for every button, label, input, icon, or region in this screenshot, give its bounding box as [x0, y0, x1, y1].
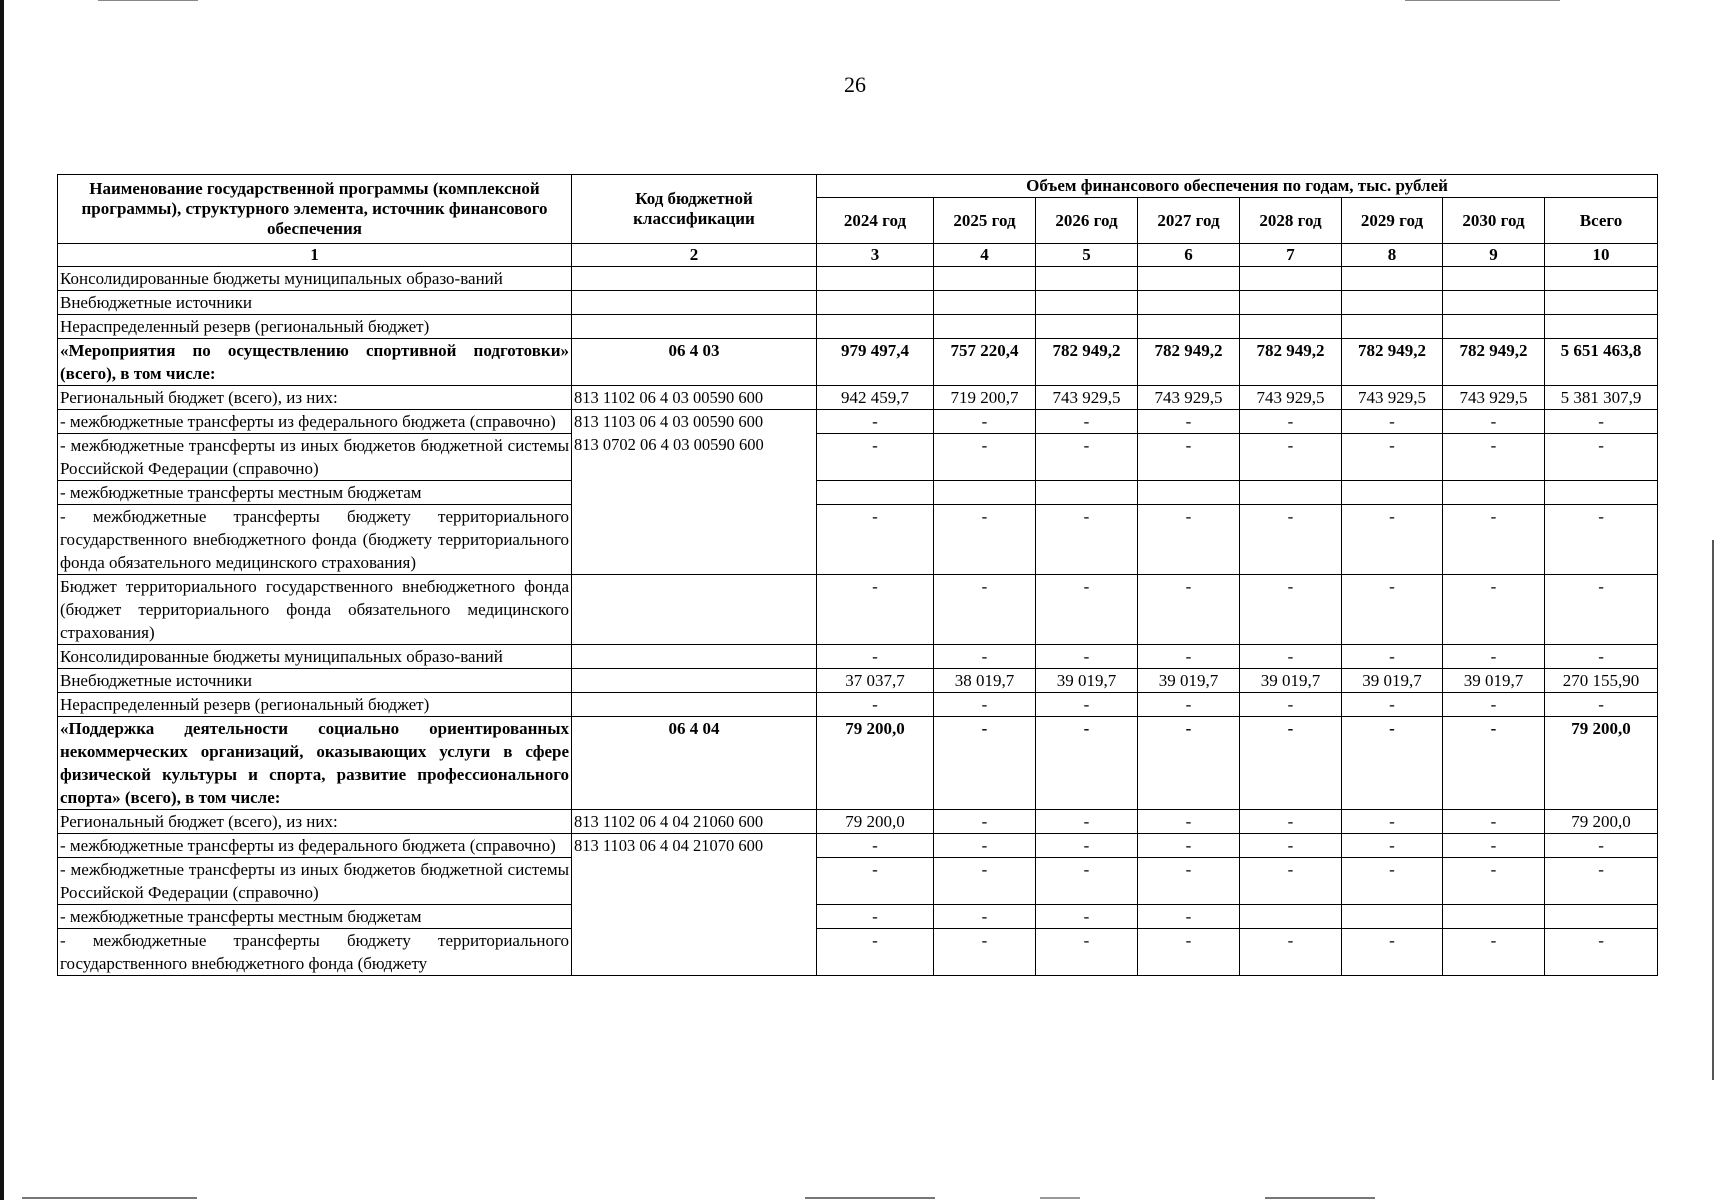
table-row: [58, 669, 1658, 693]
row-value: [934, 481, 1036, 505]
row-value: [1342, 291, 1443, 315]
row-value: 5 381 307,9: [1545, 386, 1658, 410]
row-value: -: [1342, 717, 1443, 810]
column-number: 9: [1443, 244, 1545, 267]
table-row: [58, 339, 1658, 386]
row-value: [934, 291, 1036, 315]
row-code: 813 1103 06 4 03 00590 600: [574, 412, 764, 431]
header-year: 2026 год: [1036, 198, 1138, 244]
row-value: -: [934, 645, 1036, 669]
row-value: -: [817, 858, 934, 905]
row-value: -: [1036, 505, 1138, 575]
row-value: -: [817, 505, 934, 575]
row-value: -: [1545, 410, 1658, 434]
table-row: [58, 481, 1658, 505]
header-year: 2028 год: [1240, 198, 1342, 244]
row-value: -: [1443, 858, 1545, 905]
row-name: - межбюджетные трансферты из иных бюджетов бюджетной системы Российской Федерации (справочно): [58, 434, 572, 481]
budget-table: [57, 174, 1658, 976]
row-value: -: [1138, 505, 1240, 575]
row-value: -: [1138, 645, 1240, 669]
row-value: [1240, 905, 1342, 929]
row-code-group: [572, 410, 817, 575]
row-value: -: [1138, 410, 1240, 434]
row-value: -: [817, 575, 934, 645]
row-value: -: [1443, 834, 1545, 858]
row-value: [1138, 481, 1240, 505]
column-number: 6: [1138, 244, 1240, 267]
row-name: - межбюджетные трансферты бюджету территориального государственного внебюджетного фонда (бюджету: [58, 929, 572, 976]
row-value: [1443, 481, 1545, 505]
row-value: 79 200,0: [1545, 810, 1658, 834]
row-value: [1036, 291, 1138, 315]
row-code: 813 0702 06 4 03 00590 600: [574, 435, 764, 454]
row-name: Региональный бюджет (всего), из них:: [58, 386, 572, 410]
row-value: -: [1240, 717, 1342, 810]
row-value: 743 929,5: [1036, 386, 1138, 410]
table-row: [58, 717, 1658, 810]
row-code: [572, 315, 817, 339]
row-value: [817, 315, 934, 339]
row-name: Внебюджетные источники: [58, 291, 572, 315]
row-value: [1240, 291, 1342, 315]
row-value: [1545, 905, 1658, 929]
row-value: -: [817, 905, 934, 929]
row-value: [1138, 315, 1240, 339]
row-value: -: [1545, 929, 1658, 976]
table-row: [58, 315, 1658, 339]
row-value: -: [1138, 929, 1240, 976]
row-value: -: [934, 575, 1036, 645]
column-number: 3: [817, 244, 934, 267]
row-value: -: [1342, 810, 1443, 834]
table-row: [58, 505, 1658, 575]
table-row: [58, 645, 1658, 669]
row-name: - межбюджетные трансферты из федерального бюджета (справочно): [58, 410, 572, 434]
row-value: [1342, 905, 1443, 929]
row-value: -: [934, 693, 1036, 717]
row-value: 79 200,0: [1545, 717, 1658, 810]
column-number: 8: [1342, 244, 1443, 267]
row-value: -: [1240, 505, 1342, 575]
row-value: 757 220,4: [934, 339, 1036, 386]
row-value: [817, 267, 934, 291]
row-value: -: [1342, 834, 1443, 858]
row-value: -: [1342, 645, 1443, 669]
row-value: -: [1138, 810, 1240, 834]
row-value: 79 200,0: [817, 717, 934, 810]
row-value: -: [1443, 505, 1545, 575]
row-value: [1342, 315, 1443, 339]
row-value: 39 019,7: [1443, 669, 1545, 693]
header-year: 2025 год: [934, 198, 1036, 244]
table-row: [58, 410, 1658, 434]
table-row: [58, 810, 1658, 834]
row-value: -: [1240, 810, 1342, 834]
table-row: [58, 434, 1658, 481]
row-value: [1443, 315, 1545, 339]
row-value: 39 019,7: [1342, 669, 1443, 693]
row-value: -: [1036, 575, 1138, 645]
row-value: 719 200,7: [934, 386, 1036, 410]
row-value: -: [1545, 505, 1658, 575]
row-value: 270 155,90: [1545, 669, 1658, 693]
row-value: -: [1443, 434, 1545, 481]
column-number: 2: [572, 244, 817, 267]
row-value: -: [1545, 858, 1658, 905]
row-value: -: [1240, 929, 1342, 976]
row-code: 06 4 03: [572, 339, 817, 386]
column-number: 10: [1545, 244, 1658, 267]
row-value: 782 949,2: [1138, 339, 1240, 386]
header-year: 2030 год: [1443, 198, 1545, 244]
header-year: 2024 год: [817, 198, 934, 244]
row-value: -: [1036, 834, 1138, 858]
row-value: -: [934, 858, 1036, 905]
row-code: [572, 291, 817, 315]
row-name: - межбюджетные трансферты местным бюджетам: [58, 481, 572, 505]
row-value: -: [1036, 717, 1138, 810]
row-value: [1240, 267, 1342, 291]
row-value: 39 019,7: [1036, 669, 1138, 693]
row-value: -: [1545, 834, 1658, 858]
table-row: [58, 267, 1658, 291]
row-value: 743 929,5: [1443, 386, 1545, 410]
header-year: 2027 год: [1138, 198, 1240, 244]
row-value: 39 019,7: [1240, 669, 1342, 693]
row-value: -: [934, 434, 1036, 481]
row-code: [572, 693, 817, 717]
row-name: Внебюджетные источники: [58, 669, 572, 693]
scan-edge-left: [0, 0, 4, 1200]
row-value: -: [1036, 858, 1138, 905]
row-name: «Мероприятия по осуществлению спортивной подготовки» (всего), в том числе:: [58, 339, 572, 386]
row-value: -: [817, 693, 934, 717]
header-volume: Объем финансового обеспечения по годам, тыс. рублей: [817, 175, 1658, 198]
row-value: [1443, 291, 1545, 315]
row-name: Региональный бюджет (всего), из них:: [58, 810, 572, 834]
row-name: - межбюджетные трансферты из федерального бюджета (справочно): [58, 834, 572, 858]
row-value: 782 949,2: [1240, 339, 1342, 386]
scan-mark: [22, 1197, 197, 1199]
row-value: -: [1545, 693, 1658, 717]
row-value: [1545, 267, 1658, 291]
row-value: 942 459,7: [817, 386, 934, 410]
column-number: 7: [1240, 244, 1342, 267]
row-value: -: [1138, 575, 1240, 645]
row-value: -: [817, 434, 934, 481]
row-value: 743 929,5: [1240, 386, 1342, 410]
header-name: Наименование государственной программы (комплексной программы), структурного элемента, источник финансового обеспечения: [58, 175, 572, 244]
table-row: [58, 929, 1658, 976]
row-value: -: [1240, 645, 1342, 669]
column-number: 4: [934, 244, 1036, 267]
table-row: [58, 858, 1658, 905]
scan-mark: [805, 1197, 935, 1199]
header-total: Всего: [1545, 198, 1658, 244]
row-value: -: [1036, 810, 1138, 834]
row-value: [1138, 291, 1240, 315]
row-value: 79 200,0: [817, 810, 934, 834]
row-value: -: [1036, 410, 1138, 434]
row-value: [1138, 267, 1240, 291]
column-number: 5: [1036, 244, 1138, 267]
row-name: - межбюджетные трансферты местным бюджетам: [58, 905, 572, 929]
header-year: 2029 год: [1342, 198, 1443, 244]
row-value: -: [817, 929, 934, 976]
row-value: -: [934, 929, 1036, 976]
row-value: -: [1342, 929, 1443, 976]
row-name: - межбюджетные трансферты бюджету территориального государственного внебюджетного фонда (бюджету территориального фонда обязательного медицинского страхования): [58, 505, 572, 575]
row-value: [1036, 315, 1138, 339]
row-value: [1545, 315, 1658, 339]
row-value: -: [934, 810, 1036, 834]
table-row: [58, 291, 1658, 315]
row-value: 782 949,2: [1036, 339, 1138, 386]
row-name: Нераспределенный резерв (региональный бюджет): [58, 693, 572, 717]
row-code: [572, 669, 817, 693]
row-value: -: [1138, 717, 1240, 810]
row-value: -: [1036, 905, 1138, 929]
row-value: [1240, 481, 1342, 505]
row-value: [817, 481, 934, 505]
row-value: -: [1443, 575, 1545, 645]
row-value: -: [1342, 505, 1443, 575]
row-value: -: [1240, 693, 1342, 717]
row-value: [1545, 481, 1658, 505]
row-value: -: [1342, 434, 1443, 481]
row-value: -: [1443, 645, 1545, 669]
column-number: 1: [58, 244, 572, 267]
row-code: 06 4 04: [572, 717, 817, 810]
row-value: -: [817, 645, 934, 669]
row-value: -: [1036, 645, 1138, 669]
row-value: -: [1240, 575, 1342, 645]
row-name: Консолидированные бюджеты муниципальных образо-ваний: [58, 645, 572, 669]
row-value: -: [1138, 858, 1240, 905]
row-name: - межбюджетные трансферты из иных бюджетов бюджетной системы Российской Федерации (справочно): [58, 858, 572, 905]
header-code: Код бюджетной классификации: [572, 175, 817, 244]
row-name: Нераспределенный резерв (региональный бюджет): [58, 315, 572, 339]
row-value: [1443, 905, 1545, 929]
table-row: [58, 693, 1658, 717]
row-value: -: [1545, 575, 1658, 645]
row-value: -: [1342, 575, 1443, 645]
row-value: -: [1443, 410, 1545, 434]
row-value: -: [1240, 434, 1342, 481]
row-value: 39 019,7: [1138, 669, 1240, 693]
row-value: 782 949,2: [1342, 339, 1443, 386]
row-value: [817, 291, 934, 315]
row-value: -: [1342, 858, 1443, 905]
row-value: [1036, 267, 1138, 291]
row-value: [1443, 267, 1545, 291]
row-value: [934, 267, 1036, 291]
row-value: -: [934, 505, 1036, 575]
row-value: -: [1138, 434, 1240, 481]
scan-mark: [1040, 1197, 1080, 1199]
row-code: [572, 645, 817, 669]
row-value: -: [1342, 693, 1443, 717]
row-code: [572, 267, 817, 291]
row-code: 813 1102 06 4 04 21060 600: [572, 810, 817, 834]
row-value: -: [1443, 810, 1545, 834]
page-number: 26: [844, 72, 866, 97]
row-value: -: [1036, 929, 1138, 976]
table-row: [58, 905, 1658, 929]
row-value: 37 037,7: [817, 669, 934, 693]
scan-mark: [98, 0, 198, 1]
row-value: -: [1138, 693, 1240, 717]
row-code: 813 1102 06 4 03 00590 600: [572, 386, 817, 410]
row-value: -: [934, 717, 1036, 810]
row-value: -: [1138, 905, 1240, 929]
row-code: 813 1103 06 4 04 21070 600: [572, 834, 817, 976]
row-value: -: [1138, 834, 1240, 858]
row-value: 979 497,4: [817, 339, 934, 386]
table-row: [58, 386, 1658, 410]
row-value: -: [817, 410, 934, 434]
row-value: 743 929,5: [1342, 386, 1443, 410]
row-value: -: [1342, 410, 1443, 434]
row-value: [1036, 481, 1138, 505]
row-value: -: [1545, 645, 1658, 669]
row-value: -: [1240, 834, 1342, 858]
row-name: «Поддержка деятельности социально ориентированных некоммерческих организаций, оказывающих услуги в сфере физической культуры и спорта, развитие профессионального спорта» (всего), в том числе:: [58, 717, 572, 810]
row-value: -: [817, 834, 934, 858]
row-name: Консолидированные бюджеты муниципальных образо-ваний: [58, 267, 572, 291]
table-row: [58, 575, 1658, 645]
row-value: -: [1443, 929, 1545, 976]
table-header: [58, 175, 1658, 267]
row-value: 743 929,5: [1138, 386, 1240, 410]
row-value: -: [934, 834, 1036, 858]
row-value: 38 019,7: [934, 669, 1036, 693]
row-value: 5 651 463,8: [1545, 339, 1658, 386]
row-value: -: [1545, 434, 1658, 481]
row-value: -: [1240, 410, 1342, 434]
scan-mark: [1265, 1197, 1375, 1199]
row-value: [1342, 267, 1443, 291]
row-value: [1342, 481, 1443, 505]
scan-mark: [1405, 0, 1560, 1]
row-value: -: [934, 410, 1036, 434]
row-value: [1545, 291, 1658, 315]
row-value: -: [1443, 717, 1545, 810]
row-value: -: [1443, 693, 1545, 717]
row-value: 782 949,2: [1443, 339, 1545, 386]
table-row: [58, 834, 1658, 858]
row-value: -: [1240, 858, 1342, 905]
row-value: -: [1036, 434, 1138, 481]
row-value: [1240, 315, 1342, 339]
row-code: [572, 575, 817, 645]
row-value: -: [934, 905, 1036, 929]
row-value: -: [1036, 693, 1138, 717]
row-value: [934, 315, 1036, 339]
row-name: Бюджет территориального государственного внебюджетного фонда (бюджет территориального фонда обязательного медицинского страхования): [58, 575, 572, 645]
